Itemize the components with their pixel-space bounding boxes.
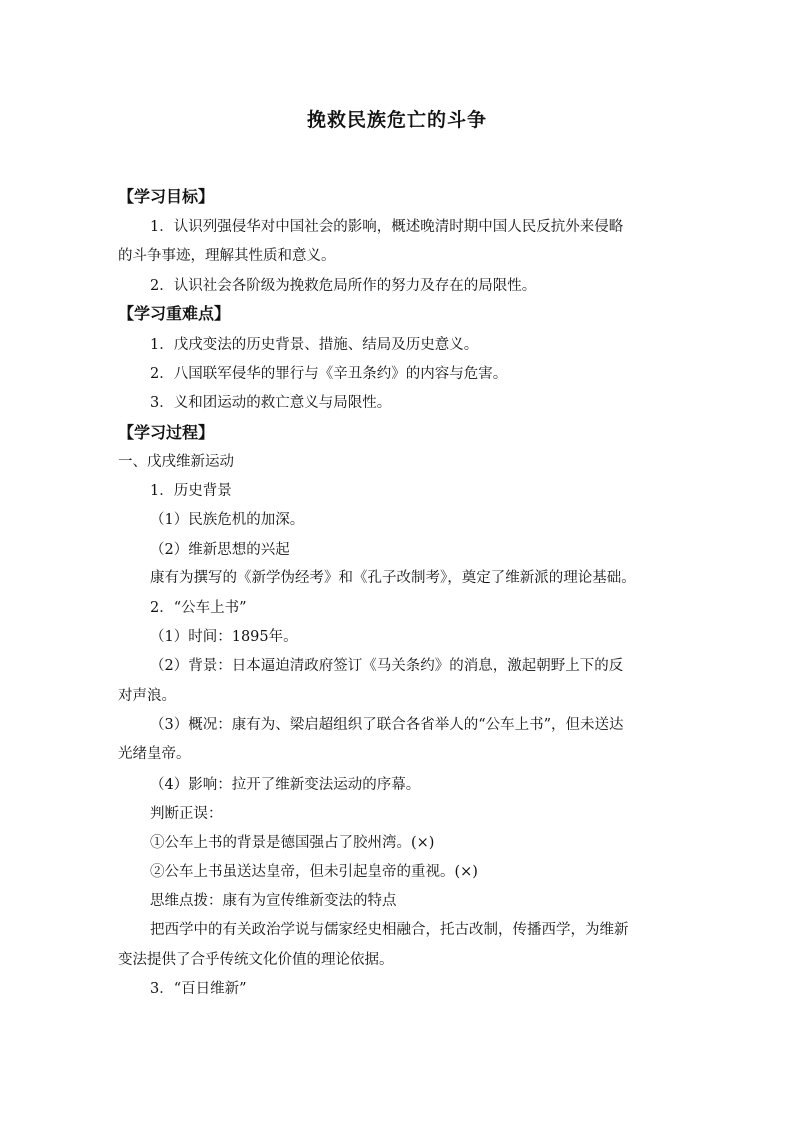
body-line: （1）时间：1895年。 xyxy=(150,629,298,645)
body-line: 1．戊戌变法的历史背景、措施、结局及历史意义。 xyxy=(150,337,479,353)
section-heading: 【学习重难点】 xyxy=(118,304,231,323)
body-line: 判断正误： xyxy=(150,806,223,822)
page-title: 挽救民族危亡的斗争 xyxy=(306,109,487,131)
body-line: （3）概况：康有为、梁启超组织了联合各省举人的“公车上书”，但未送达 xyxy=(150,717,624,733)
body-line: ①公车上书的背景是德国强占了胶州湾。(×) xyxy=(150,835,435,851)
body-line: 变法提供了合乎传统文化价值的理论依据。 xyxy=(118,952,394,968)
body-line: 一、戊戌维新运动 xyxy=(118,454,234,470)
body-line: 2．认识社会各阶级为挽救危局所作的努力及存在的局限性。 xyxy=(150,278,537,294)
body-line: 思维点拨：康有为宣传维新变法的特点 xyxy=(150,893,397,909)
section-heading: 【学习目标】 xyxy=(118,187,215,206)
body-line: 1．认识列强侵华对中国社会的影响，概述晚清时期中国人民反抗外来侵略 xyxy=(150,219,624,235)
body-line: （2）维新思想的兴起 xyxy=(150,542,290,558)
body-line: 3．“百日维新” xyxy=(150,981,247,997)
body-line: 2．八国联军侵华的罪行与《辛丑条约》的内容与危害。 xyxy=(150,366,508,382)
body-line: 3．义和团运动的救亡意义与局限性。 xyxy=(150,395,392,411)
body-line: 把西学中的有关政治学说与儒家经史相融合，托古改制，传播西学，为维新 xyxy=(150,922,629,938)
body-line: （4）影响：拉开了维新变法运动的序幕。 xyxy=(150,777,421,793)
body-line: 2．“公车上书” xyxy=(150,600,247,616)
body-line: 的斗争事迹，理解其性质和意义。 xyxy=(118,248,336,264)
body-line: 对声浪。 xyxy=(118,688,176,704)
section-heading: 【学习过程】 xyxy=(118,423,215,442)
body-line: 康有为撰写的《新学伪经考》和《孔子改制考》，奠定了维新派的理论基础。 xyxy=(150,570,636,586)
body-line: （2）背景：日本逼迫清政府签订《马关条约》的消息，激起朝野上下的反 xyxy=(150,658,624,674)
body-line: ②公车上书虽送达皇帝，但未引起皇帝的重视。(×) xyxy=(150,864,478,880)
body-line: 光绪皇帝。 xyxy=(118,746,191,762)
body-line: （1）民族危机的加深。 xyxy=(150,512,305,528)
body-line: 1．历史背景 xyxy=(150,483,232,499)
